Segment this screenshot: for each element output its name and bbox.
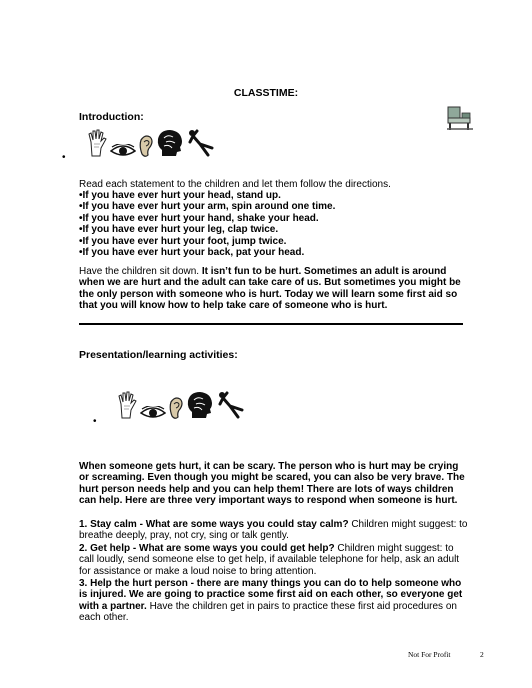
sitdown-bold: It isn’t fun to be hurt. Sometimes an adult is around when we are hurt and the adult can take care of us. But sometimes you might be the only person with someone who is hurt. Today we will learn some first aid so that you will know how to help take care of someone who is hurt. xyxy=(79,266,461,312)
footer-text: Not For Profit xyxy=(408,650,451,659)
step-3 xyxy=(79,578,471,624)
section-divider xyxy=(79,323,463,325)
chair-icon xyxy=(445,105,475,131)
intro-instruction: Read each statement to the children and let them follow the directions. xyxy=(79,179,391,190)
hand-icon xyxy=(86,128,108,158)
presentation-heading: Presentation/learning activities: xyxy=(79,349,238,361)
senses-icon-row-presentation xyxy=(116,390,246,420)
step-2-bold: 2. Get help - What are some ways you could get help? xyxy=(79,543,335,554)
list-item: • If you have ever hurt your head, stand up. xyxy=(79,190,469,201)
head-icon xyxy=(186,390,214,420)
head-icon xyxy=(156,128,184,158)
list-item: • If you have ever hurt your arm, spin around one time. xyxy=(79,201,469,212)
step-3-bold: 3. Help the hurt person - there are many things you can do to help someone who is injured. We are going to practice some first aid on each other, so everyone get with a partner. xyxy=(79,578,463,612)
introduction-heading: Introduction: xyxy=(79,111,144,123)
step-3-normal: Have the children get in pairs to practice these first aid procedures on each other. xyxy=(79,600,457,624)
step-1-normal: Children might suggest: to breathe deeply, pray, not cry, sing or talk gently. xyxy=(79,519,468,542)
step-2 xyxy=(79,543,471,577)
hand-icon xyxy=(116,390,138,420)
icon-row-bullet: • xyxy=(93,416,97,427)
senses-icon-row-intro xyxy=(86,128,216,158)
page-title: CLASSTIME: xyxy=(233,87,299,99)
list-item: • If you have ever hurt your hand, shake your head. xyxy=(79,213,469,224)
ear-icon xyxy=(138,134,154,158)
list-item: • If you have ever hurt your leg, clap twice. xyxy=(79,224,469,235)
list-item: • If you have ever hurt your back, pat your head. xyxy=(79,247,469,258)
eye-icon xyxy=(140,406,166,420)
page-number: 2 xyxy=(480,650,484,659)
statement-list xyxy=(79,190,469,258)
eye-icon xyxy=(110,144,136,158)
ear-icon xyxy=(168,396,184,420)
step-1 xyxy=(79,519,471,542)
icon-row-bullet: • xyxy=(62,152,66,163)
sitdown-normal: Have the children sit down. xyxy=(79,266,202,277)
step-2-normal: Children might suggest: to call loudly, send someone else to get help, if available telephone for help, ask an adult for assistance or make a loud noise to bring attention. xyxy=(79,543,460,577)
stretching-person-icon xyxy=(216,390,246,420)
sitdown-paragraph xyxy=(79,266,471,312)
list-item: • If you have ever hurt your foot, jump twice. xyxy=(79,236,469,247)
presentation-intro: When someone gets hurt, it can be scary. The person who is hurt may be crying or screaming. Even though you might be scared, you can also be very brave. The hurt person needs help and you can help them! There are lots of ways children can help. Here are three very important ways to respond when someone is hurt. xyxy=(79,461,465,507)
stretching-person-icon xyxy=(186,128,216,158)
step-1-bold: 1. Stay calm - What are some ways you could stay calm? xyxy=(79,519,349,530)
